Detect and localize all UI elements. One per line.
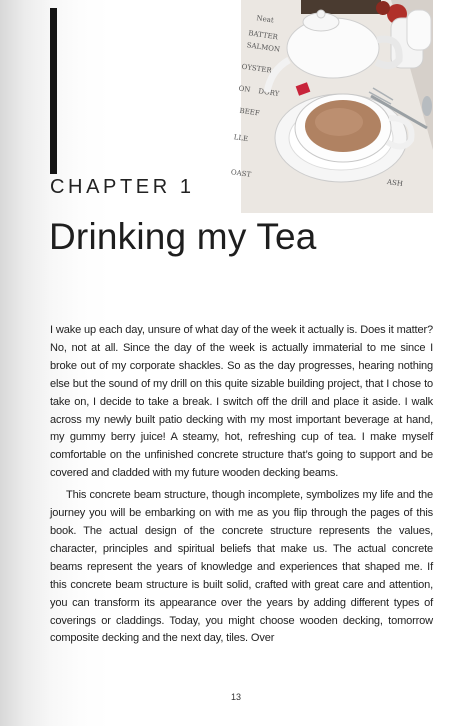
photo-menu-word: BATTER: [247, 29, 279, 42]
tea-photo: [230, 0, 433, 213]
photo-menu-word: LLE: [233, 133, 249, 144]
chapter-label: CHAPTER 1: [50, 176, 195, 198]
photo-menu-word: OAST: [230, 168, 252, 179]
photo-menu-word: OYSTER: [241, 62, 273, 75]
photo-menu-word: DORY: [257, 87, 280, 99]
page-number: 13: [230, 692, 241, 702]
photo-menu-word: Neat: [256, 14, 275, 25]
chapter-body: [50, 322, 433, 648]
chapter-title: Drinking my Tea: [49, 216, 317, 257]
chapter-accent-bar: [50, 8, 57, 174]
photo-menu-word: BEEF: [238, 106, 261, 118]
photo-menu-word: ASH: [386, 177, 404, 189]
photo-menu-word: ON: [238, 84, 251, 94]
paragraph: I wake up each day, unsure of what day of the week it actually is. Does it matter? No, not at all. Since the day of the week is actually immaterial to me since I broke out of my corporate shackles. So as the day progresses, hearing nothing else but the sound of my drill on this quite sizable building project, that I chose to take on, I decide to take a break. I switch off the drill and place it aside. I walk across my newly built patio decking with my most important beverage at hand, my gummy berry juice! A steamy, hot, refreshing cup of tea. I make myself comfortable on the unfinished concrete structure that’s going to support and be covered and cladded with my future wooden decking beams.: [50, 324, 433, 480]
photo-menu-word: SALMON: [246, 41, 281, 54]
paragraph: This concrete beam structure, though incomplete, symbolizes my life and the journey you will be embarking on with me as you flip through the pages of this book. The actual design of the concrete structure represents the values, character, principles and spiritual beliefs that make us. The actual concrete beams represent the years of knowledge and experiences that shaped me. If this concrete beam structure is built solid, crafted with great care and attention, you can transform its appearance over the years by adding different types of coverings or claddings. Today, you might choose wooden decking, tomorrow composite decking and the next day, tiles. Over: [50, 489, 433, 645]
